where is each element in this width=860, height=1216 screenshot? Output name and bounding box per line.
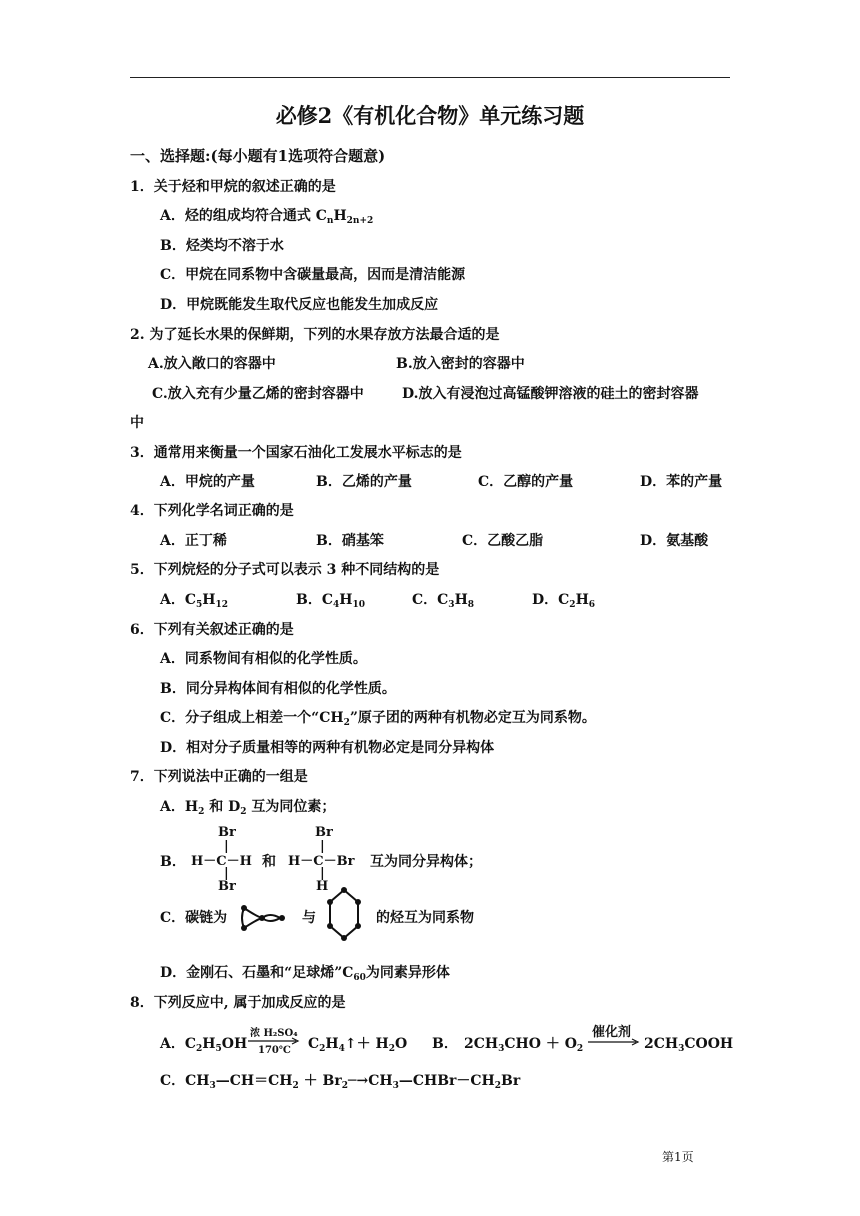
- q7-option-d: D．金刚石、石墨和“足球烯$”C_{60}$为同素异形体: [160, 965, 450, 983]
- q6-option-a: A．同系物间有相似的化学性质。: [160, 651, 367, 667]
- spiro-carbon-chain-diagram: [236, 900, 288, 936]
- struct2-bottom: H: [316, 879, 329, 894]
- q5-option-b: B．$C_4H_{10}$: [296, 592, 366, 610]
- q2-option-b: B.放入密封的容器中: [396, 356, 525, 372]
- q7-option-c-label: C．碳链为: [160, 910, 228, 926]
- q8-option-c: C．$CH_3—CH=CH_2$ ＋ $Br_2─\to CH_3—CHBr-CH_2Br$: [160, 1073, 521, 1091]
- q8-option-a-product: $C_2H_4↑+ H_2O$: [308, 1036, 408, 1054]
- q4-option-c: C．乙酸乙脂: [462, 533, 544, 549]
- q1-option-b: B．烃类均不溶于水: [160, 238, 284, 254]
- section-heading: 一、选择题:(每小题有1选项符合题意): [130, 147, 386, 165]
- q2-option-d: D.放入有浸泡过高锰酸钾溶液的硅土的密封容器: [402, 386, 699, 402]
- q7-option-c-post: 的烃互为同系物: [376, 910, 474, 926]
- q7-option-a: A．$H_2$ 和 $D_2$ 互为同位素；: [160, 799, 336, 817]
- q2-option-d-cont: 中: [130, 415, 144, 431]
- q2-option-a: A.放入敞口的容器中: [148, 356, 276, 372]
- q3-option-a: A．甲烷的产量: [160, 474, 255, 490]
- q1-stem: 1．关于烃和甲烷的叙述正确的是: [130, 179, 336, 195]
- q8-a-condition-top: 浓 H₂SO₄: [250, 1028, 298, 1039]
- q1-option-a: A．烃的组成均符合通式 $C_nH_{2n+2}$: [160, 208, 374, 226]
- q5-option-d: D．$C_2H_6$: [532, 592, 596, 610]
- cyclohexane-carbon-ring-diagram: [324, 886, 364, 942]
- q1-option-c: C．甲烷在同系物中含碳量最高，因而是清洁能源: [160, 267, 466, 283]
- q8-option-b-label: B．: [432, 1036, 458, 1052]
- q1-option-d: D．甲烷既能发生取代反应也能发生加成反应: [160, 297, 439, 313]
- q8-stem: 8．下列反应中, 属于加成反应的是: [130, 995, 346, 1011]
- q3-option-c: C．乙醇的产量: [478, 474, 574, 490]
- q8-b-arrow: [588, 1038, 640, 1046]
- header-rule: [130, 77, 730, 78]
- q6-option-b: B．同分异构体间有相似的化学性质。: [160, 681, 396, 697]
- q2-stem: 2. 为了延长水果的保鲜期，下列的水果存放方法最合适的是: [130, 327, 500, 343]
- q3-option-b: B．乙烯的产量: [316, 474, 412, 490]
- q8-a-arrow: [248, 1037, 300, 1045]
- page-title: 必修2《有机化合物》单元练习题: [275, 103, 585, 128]
- q6-option-d: D．相对分子质量相等的两种有机物必定是同分异构体: [160, 740, 495, 756]
- struct1-bottom: Br: [218, 879, 236, 894]
- q7-option-b-label: B．: [160, 854, 186, 870]
- struct2-middle: H－C－Br: [288, 854, 355, 869]
- q4-option-b: B．硝基笨: [316, 533, 384, 549]
- q5-option-a: A．$C_5H_{12}$: [160, 592, 229, 610]
- q7-option-b-post: 互为同分异构体；: [370, 854, 482, 870]
- q7-option-c-with: 与: [302, 910, 316, 926]
- page-number: 第1页: [662, 1150, 694, 1164]
- q8-option-a-reactant: A．$C_2H_5OH$: [160, 1036, 248, 1054]
- struct1-bond-top: |: [224, 839, 229, 854]
- q8-option-b-product: $2CH_3COOH$: [644, 1036, 734, 1054]
- q8-a-condition-bottom: 170℃: [258, 1045, 291, 1056]
- q3-option-d: D．苯的产量: [640, 474, 723, 490]
- struct2-bond-bottom: |: [320, 866, 325, 881]
- q4-stem: 4．下列化学名词正确的是: [130, 503, 294, 519]
- q8-option-b-reactant: $2CH_3CHO + O_2$: [464, 1036, 584, 1054]
- struct1-top: Br: [218, 825, 236, 840]
- q3-stem: 3．通常用来衡量一个国家石油化工发展水平标志的是: [130, 445, 462, 461]
- q4-option-d: D．氨基酸: [640, 533, 709, 549]
- q5-option-c: C．$C_3H_8$: [412, 592, 475, 610]
- q6-option-c: C．分子组成上相差一个“$CH_2$”原子团的两种有机物必定互为同系物。: [160, 710, 596, 728]
- struct1-bond-bottom: |: [224, 866, 229, 881]
- q7-stem: 7．下列说法中正确的一组是: [130, 769, 308, 785]
- q2-option-c: C.放入充有少量乙烯的密封容器中: [152, 386, 364, 402]
- q5-stem: 5．下列烷烃的分子式可以表示 3 种不同结构的是: [130, 562, 440, 578]
- q6-stem: 6．下列有关叙述正确的是: [130, 622, 294, 638]
- struct2-bond-top: |: [320, 839, 325, 854]
- q4-option-a: A．正丁稀: [160, 533, 227, 549]
- struct1-middle: H－C－H: [191, 854, 252, 869]
- q8-b-condition: 催化剂: [592, 1025, 632, 1040]
- q7-option-b-and: 和: [262, 854, 276, 870]
- struct2-top: Br: [315, 825, 333, 840]
